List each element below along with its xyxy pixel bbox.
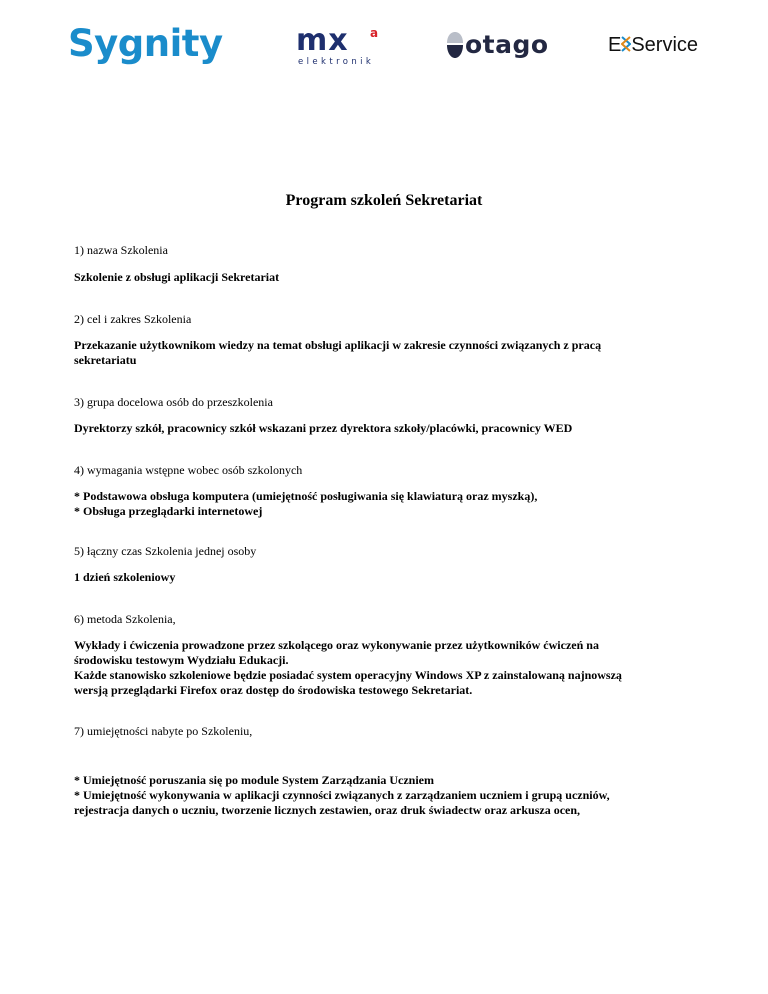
eservice-logo-text: Service bbox=[631, 34, 699, 56]
section-5-answer: 1 dzień szkoleniowy bbox=[74, 570, 176, 584]
max-elektronik-logo bbox=[296, 23, 401, 68]
eservice-x-icon bbox=[621, 35, 631, 53]
section-4-answer: * Podstawowa obsługa komputera (umiejętność posługiwania się klawiaturą oraz myszką), * Obsługa przeglądarki internetowej bbox=[74, 489, 538, 518]
section-1-question: 1) nazwa Szkolenia bbox=[74, 243, 168, 257]
section-7-answer: * Umiejętność poruszania się po module System Zarządzania Uczniem * Umiejętność wykonywania w aplikacji czynności związanych z zarządzaniem uczniem i grupą uczniów, rejestracja danych o uczniu, tworzenie licznych zestawien, oraz druk świadectw oraz arkusza ocen, bbox=[74, 773, 610, 817]
sygnity-logo bbox=[68, 20, 223, 68]
otago-emblem-icon bbox=[446, 30, 464, 60]
section-3-question: 3) grupa docelowa osób do przeszkolenia bbox=[74, 395, 273, 409]
max-logo-word: m a x bbox=[296, 23, 380, 58]
document-title: Program szkoleń Sekretariat bbox=[285, 192, 483, 209]
otago-logo bbox=[446, 28, 566, 64]
eservice-logo bbox=[608, 32, 703, 60]
otago-logo-text: otago bbox=[465, 30, 549, 59]
section-2-answer: Przekazanie użytkownikom wiedzy na temat obsługi aplikacji w zakresie czynności związanych z pracą sekretariatu bbox=[74, 338, 602, 367]
section-1-answer: Szkolenie z obsługi aplikacji Sekretariat bbox=[74, 270, 280, 284]
section-6-answer: Wykłady i ćwiczenia prowadzone przez szkolącego oraz wykonywanie przez użytkowników ćwiczeń na środowisku testowym Wydziału Edukacji. Każde stanowisko szkoleniowe będzie posiadać system operacyjny Windows XP z zainstalowaną najnowszą wersją przeglądarki Firefox oraz dostęp do środowiska testowego Sekretariat. bbox=[74, 638, 622, 697]
max-logo-subtitle: elektronik bbox=[298, 57, 375, 67]
sygnity-logo-text: Sygnity bbox=[68, 22, 223, 65]
eservice-logo-e: E bbox=[608, 34, 622, 56]
section-4-question: 4) wymagania wstępne wobec osób szkolonych bbox=[74, 463, 303, 477]
section-2-question: 2) cel i zakres Szkolenia bbox=[74, 312, 192, 326]
section-7-question: 7) umiejętności nabyte po Szkoleniu, bbox=[74, 724, 253, 738]
section-3-answer: Dyrektorzy szkół, pracownicy szkół wskazani przez dyrektora szkoły/placówki, pracownicy WED bbox=[74, 421, 573, 435]
section-6-question: 6) metoda Szkolenia, bbox=[74, 612, 176, 626]
section-5-question: 5) łączny czas Szkolenia jednej osoby bbox=[74, 544, 257, 558]
